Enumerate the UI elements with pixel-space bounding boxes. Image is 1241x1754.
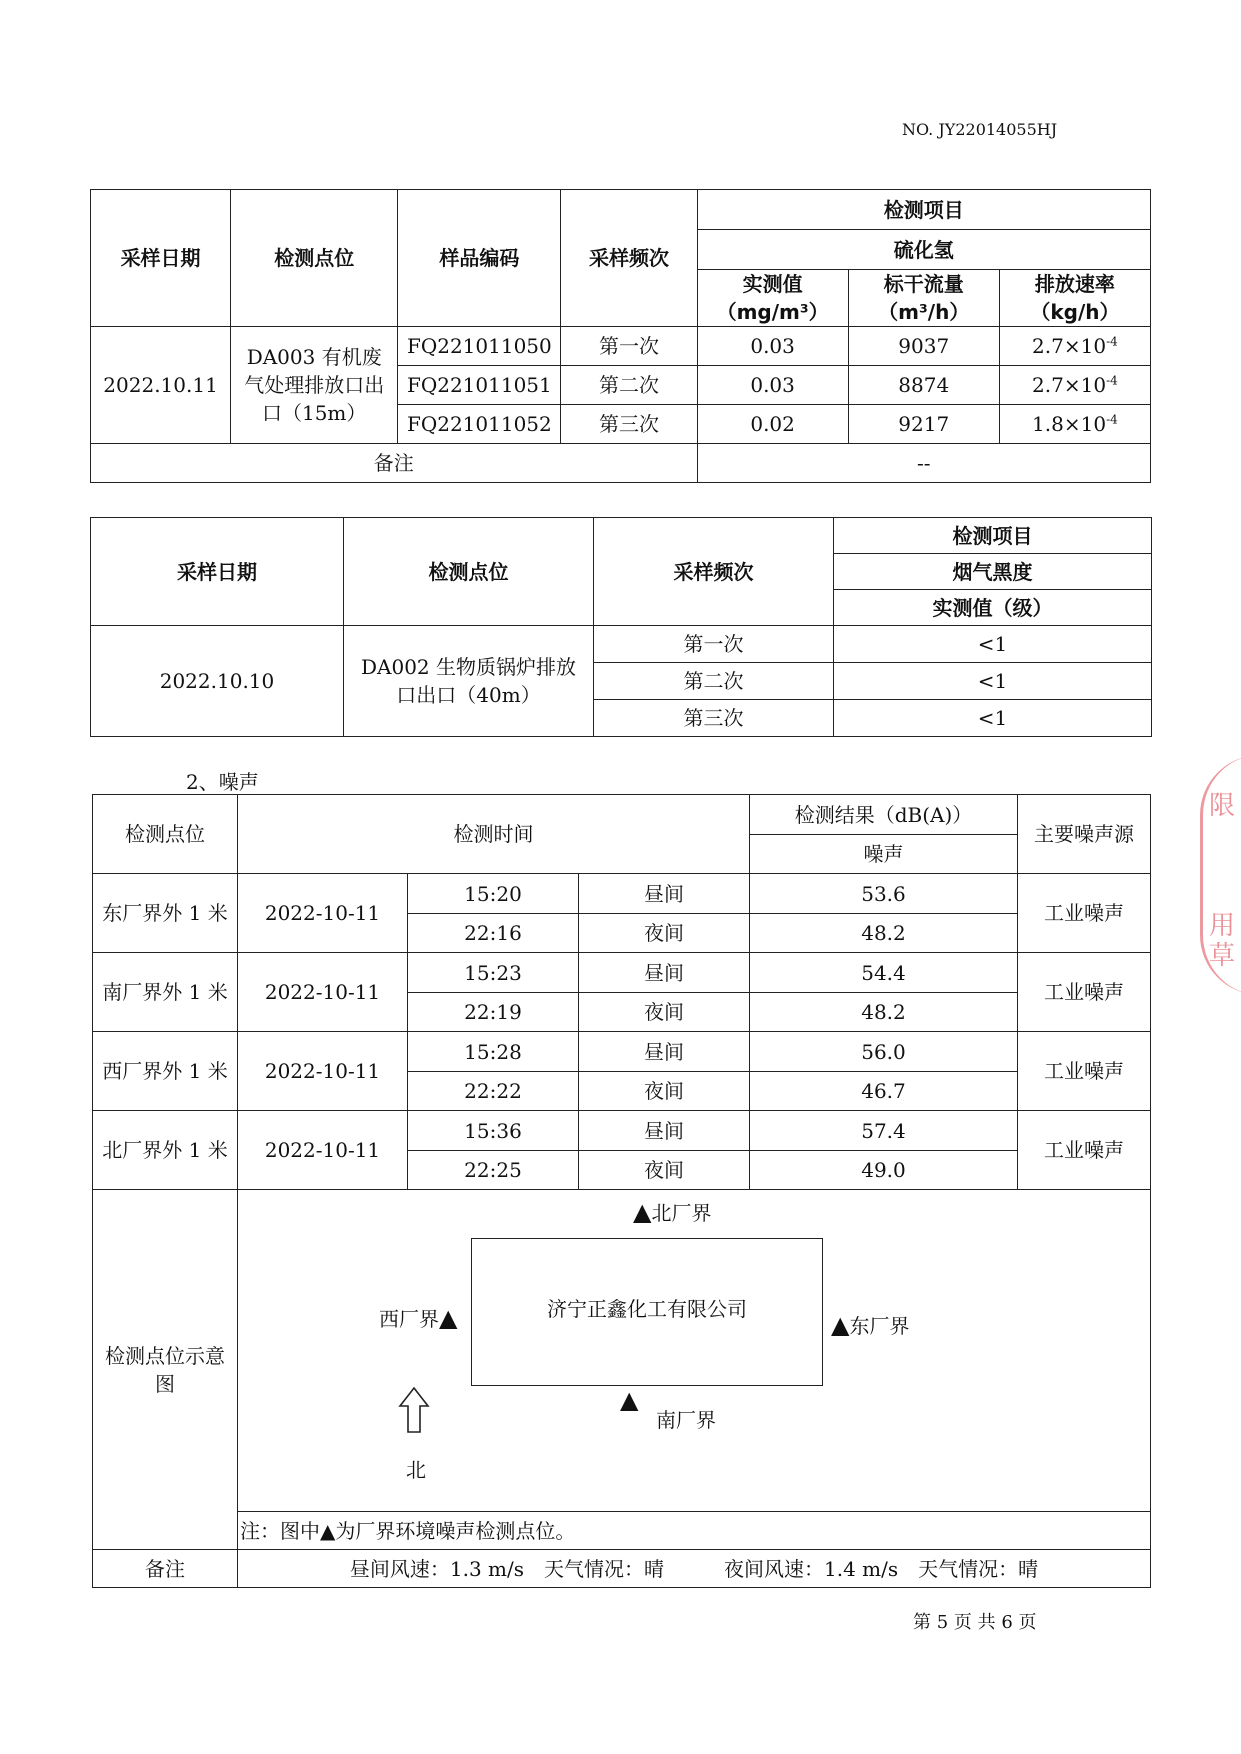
noise-date: 2022-10-11 bbox=[238, 874, 408, 953]
noise-source: 工业噪声 bbox=[1018, 1111, 1151, 1190]
noise-time: 15:20 bbox=[408, 874, 579, 914]
h2s-table bbox=[90, 189, 1151, 483]
measured-value: 0.03 bbox=[697, 327, 848, 366]
plant-box bbox=[471, 1238, 823, 1386]
noise-point: 西厂界外 1 米 bbox=[93, 1032, 238, 1111]
triangle-marker-icon: ▲ bbox=[831, 1311, 850, 1339]
measured-value: <1 bbox=[834, 700, 1152, 737]
header-frequency: 采样频次 bbox=[561, 190, 697, 327]
compass-label: 北 bbox=[406, 1458, 426, 1482]
noise-time: 22:22 bbox=[408, 1072, 579, 1111]
header-result: 检测结果（dB(A)） bbox=[750, 795, 1018, 835]
header-point: 检测点位 bbox=[231, 190, 398, 327]
north-boundary-mark: ▲北厂界 bbox=[633, 1198, 712, 1226]
noise-time: 22:25 bbox=[408, 1151, 579, 1190]
header-noise: 噪声 bbox=[750, 835, 1018, 874]
header-time: 检测时间 bbox=[238, 795, 750, 874]
smoke-table bbox=[90, 517, 1152, 737]
diagram-label: 检测点位示意图 bbox=[93, 1190, 238, 1550]
seal-char: 用 bbox=[1209, 911, 1236, 941]
measured-value: <1 bbox=[834, 663, 1152, 700]
noise-source: 工业噪声 bbox=[1018, 874, 1151, 953]
header-item: 检测项目 bbox=[834, 518, 1152, 554]
flow-value: 9217 bbox=[848, 405, 999, 444]
noise-value: 48.2 bbox=[750, 914, 1018, 953]
remark-label: 备注 bbox=[91, 444, 698, 483]
sample-point: DA003 有机废气处理排放口出口（15m） bbox=[231, 327, 398, 444]
noise-date: 2022-10-11 bbox=[238, 953, 408, 1032]
noise-period: 昼间 bbox=[579, 1111, 750, 1151]
noise-value: 49.0 bbox=[750, 1151, 1018, 1190]
noise-date: 2022-10-11 bbox=[238, 1032, 408, 1111]
measured-value: 0.02 bbox=[697, 405, 848, 444]
noise-source: 工业噪声 bbox=[1018, 1032, 1151, 1111]
noise-period: 夜间 bbox=[579, 1072, 750, 1111]
sample-frequency: 第二次 bbox=[561, 366, 697, 405]
header-analyte: 硫化氢 bbox=[697, 230, 1150, 270]
sample-code: FQ221011052 bbox=[398, 405, 561, 444]
header-date: 采样日期 bbox=[91, 518, 344, 626]
monitoring-diagram bbox=[238, 1190, 1150, 1510]
noise-period: 昼间 bbox=[579, 953, 750, 993]
diagram-note: 注：图中▲为厂界环境噪声检测点位。 bbox=[238, 1512, 1151, 1550]
seal-char: 限 bbox=[1209, 791, 1236, 821]
south-boundary-label: 南厂界 bbox=[656, 1408, 716, 1432]
header-source: 主要噪声源 bbox=[1018, 795, 1151, 874]
rate-value: $1.8\times 10^{-4}$ bbox=[999, 405, 1150, 444]
noise-value: 48.2 bbox=[750, 993, 1018, 1032]
header-item: 检测项目 bbox=[697, 190, 1150, 230]
noise-value: 56.0 bbox=[750, 1032, 1018, 1072]
section-title-noise: 2、噪声 bbox=[186, 770, 259, 794]
noise-value: 57.4 bbox=[750, 1111, 1018, 1151]
seal-char: 草 bbox=[1209, 941, 1236, 971]
north-arrow-icon bbox=[398, 1386, 430, 1434]
header-code: 样品编码 bbox=[398, 190, 561, 327]
sample-frequency: 第一次 bbox=[594, 626, 834, 663]
sample-date: 2022.10.10 bbox=[91, 626, 344, 737]
sample-point: DA002 生物质锅炉排放口出口（40m） bbox=[344, 626, 594, 737]
noise-table bbox=[92, 794, 1151, 1588]
remark-value: 昼间风速：1.3 m/s 天气情况：晴 夜间风速：1.4 m/s 天气情况：晴 bbox=[238, 1550, 1151, 1588]
noise-period: 夜间 bbox=[579, 914, 750, 953]
triangle-marker-icon: ▲ bbox=[439, 1304, 458, 1332]
noise-point: 南厂界外 1 米 bbox=[93, 953, 238, 1032]
noise-date: 2022-10-11 bbox=[238, 1111, 408, 1190]
noise-point: 北厂界外 1 米 bbox=[93, 1111, 238, 1190]
noise-time: 15:28 bbox=[408, 1032, 579, 1072]
noise-point: 东厂界外 1 米 bbox=[93, 874, 238, 953]
sample-code: FQ221011051 bbox=[398, 366, 561, 405]
document-number: NO. JY22014055HJ bbox=[902, 120, 1058, 139]
header-measured: 实测值（级） bbox=[834, 590, 1152, 626]
rate-value: $2.7\times 10^{-4}$ bbox=[999, 327, 1150, 366]
header-frequency: 采样频次 bbox=[594, 518, 834, 626]
noise-period: 昼间 bbox=[579, 874, 750, 914]
header-measured: 实测值 （mg/m³） bbox=[697, 270, 848, 327]
flow-value: 9037 bbox=[848, 327, 999, 366]
diagram-cell bbox=[238, 1190, 1151, 1512]
sample-frequency: 第三次 bbox=[561, 405, 697, 444]
noise-value: 46.7 bbox=[750, 1072, 1018, 1111]
flow-value: 8874 bbox=[848, 366, 999, 405]
header-date: 采样日期 bbox=[91, 190, 231, 327]
page-footer: 第 5 页 共 6 页 bbox=[913, 1612, 1037, 1633]
triangle-marker-icon: ▲ bbox=[620, 1386, 639, 1414]
west-boundary-mark: 西厂界▲ bbox=[379, 1304, 458, 1332]
sample-code: FQ221011050 bbox=[398, 327, 561, 366]
noise-source: 工业噪声 bbox=[1018, 953, 1151, 1032]
triangle-marker-icon: ▲ bbox=[633, 1198, 652, 1226]
sample-frequency: 第二次 bbox=[594, 663, 834, 700]
header-point: 检测点位 bbox=[344, 518, 594, 626]
noise-value: 54.4 bbox=[750, 953, 1018, 993]
sample-frequency: 第一次 bbox=[561, 327, 697, 366]
header-rate: 排放速率 （kg/h） bbox=[999, 270, 1150, 327]
sample-date: 2022.10.11 bbox=[91, 327, 231, 444]
remark-value: -- bbox=[697, 444, 1150, 483]
measured-value: <1 bbox=[834, 626, 1152, 663]
south-boundary-mark bbox=[620, 1386, 638, 1415]
noise-time: 22:16 bbox=[408, 914, 579, 953]
rate-value: $2.7\times 10^{-4}$ bbox=[999, 366, 1150, 405]
remark-label: 备注 bbox=[93, 1550, 238, 1588]
noise-period: 昼间 bbox=[579, 1032, 750, 1072]
noise-time: 15:36 bbox=[408, 1111, 579, 1151]
header-flow: 标干流量 （m³/h） bbox=[848, 270, 999, 327]
header-point: 检测点位 bbox=[93, 795, 238, 874]
noise-period: 夜间 bbox=[579, 993, 750, 1032]
official-seal bbox=[1200, 755, 1241, 995]
noise-period: 夜间 bbox=[579, 1151, 750, 1190]
east-boundary-mark: ▲东厂界 bbox=[831, 1311, 910, 1339]
noise-time: 22:19 bbox=[408, 993, 579, 1032]
sample-frequency: 第三次 bbox=[594, 700, 834, 737]
company-name: 济宁正鑫化工有限公司 bbox=[547, 1297, 747, 1321]
noise-value: 53.6 bbox=[750, 874, 1018, 914]
header-analyte: 烟气黑度 bbox=[834, 554, 1152, 590]
measured-value: 0.03 bbox=[697, 366, 848, 405]
noise-time: 15:23 bbox=[408, 953, 579, 993]
